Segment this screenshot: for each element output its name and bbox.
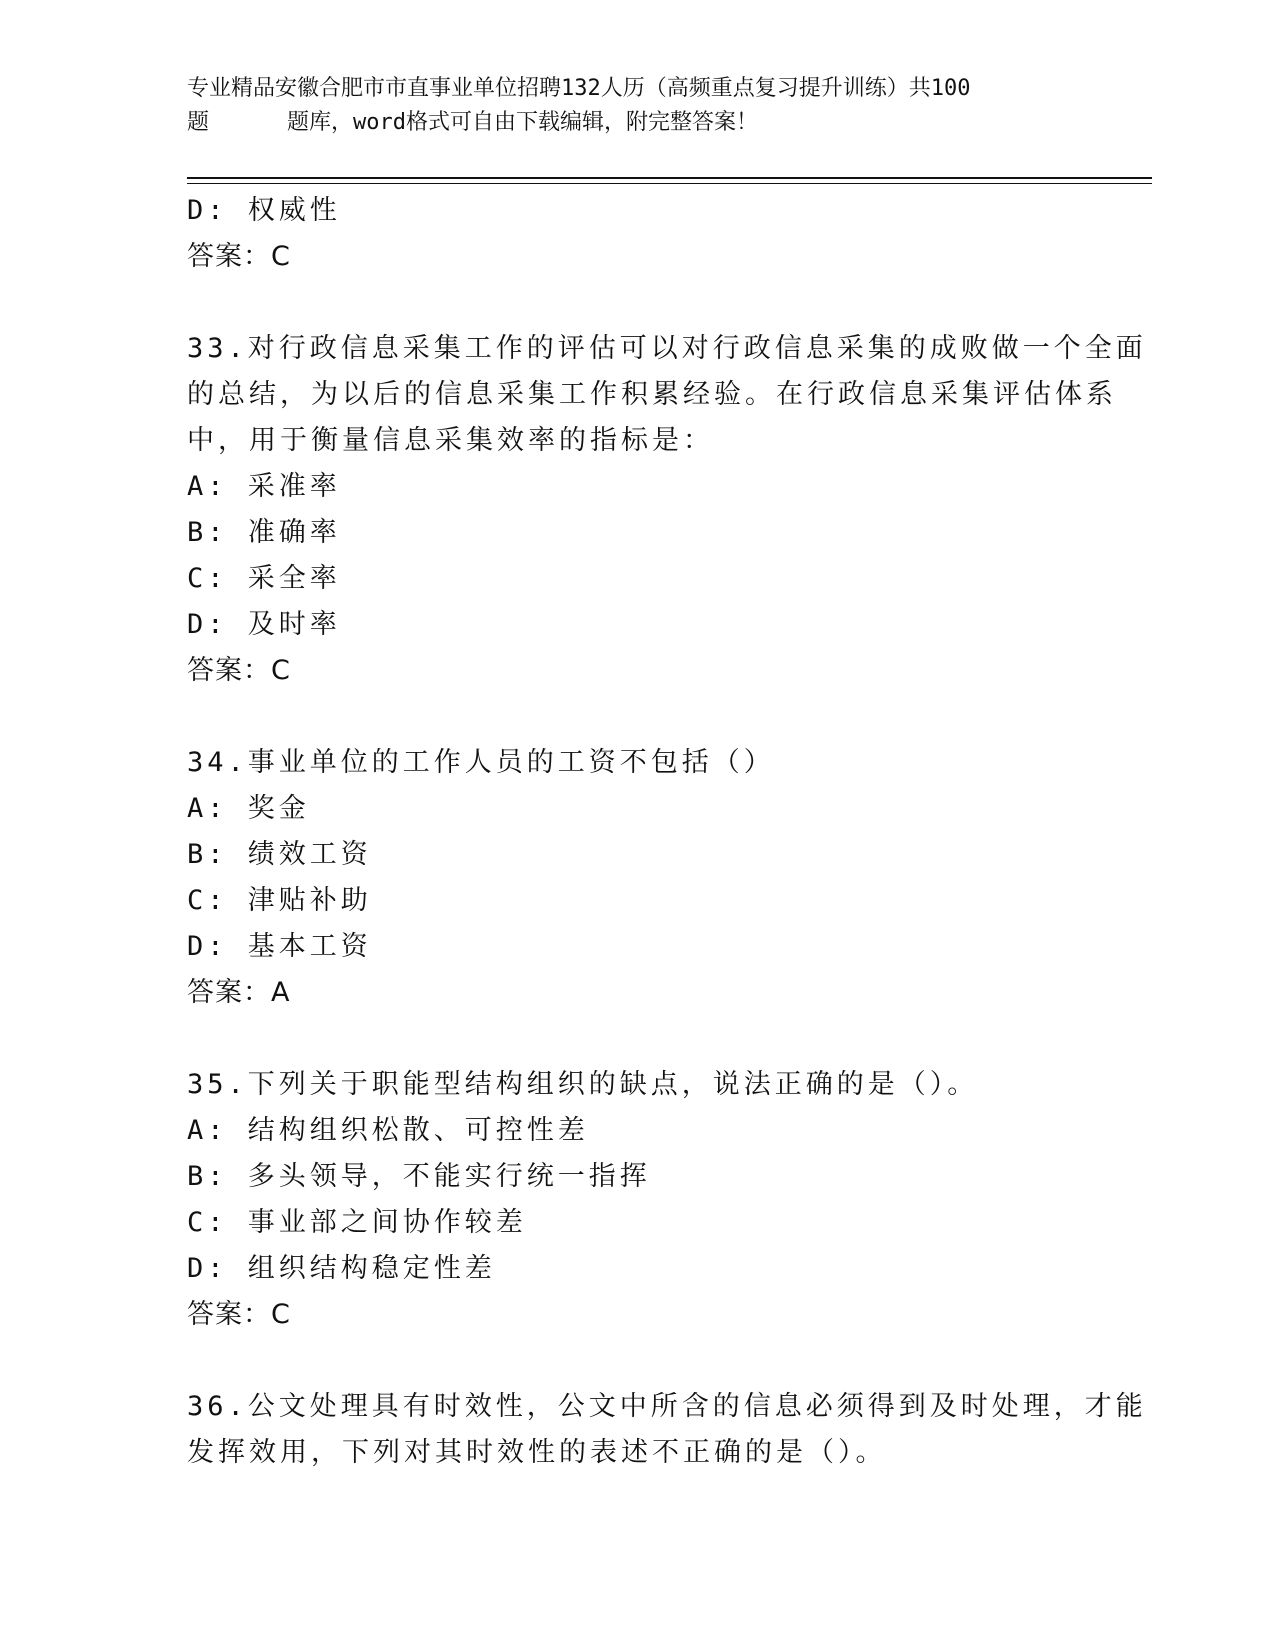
answer: 答案：C: [187, 1299, 291, 1330]
option-d: D: 及时率: [187, 609, 341, 640]
option-c: C: 事业部之间协作较差: [187, 1207, 527, 1238]
header-title-line-1: 专业精品安徽合肥市市直事业单位招聘132人历（高频重点复习提升训练）共100: [187, 76, 971, 101]
answer: 答案：C: [187, 655, 291, 686]
header-title-line-2: [187, 106, 1087, 140]
question-35: [187, 1062, 1087, 1338]
question-stem: 的总结，为以后的信息采集工作积累经验。在行政信息采集评估体系: [187, 379, 1117, 410]
spacer: [187, 280, 1087, 326]
header-title-line-2-rest: 题库，word格式可自由下载编辑，附完整答案！: [287, 110, 758, 135]
question-stem: 36.公文处理具有时效性，公文中所含的信息必须得到及时处理，才能: [187, 1391, 1147, 1422]
question-36: [187, 1384, 1147, 1476]
option-d: D: 组织结构稳定性差: [187, 1253, 496, 1284]
question-stem: 33.对行政信息采集工作的评估可以对行政信息采集的成败做一个全面: [187, 333, 1147, 364]
spacer: [187, 694, 1087, 740]
option-b: B: 多头领导，不能实行统一指挥: [187, 1161, 651, 1192]
question-33: [187, 326, 1147, 694]
question-stem: 34.事业单位的工作人员的工资不包括（）: [187, 747, 775, 778]
question-content: [187, 188, 1147, 1476]
question-stem: 中，用于衡量信息采集效率的指标是：: [187, 425, 714, 456]
option-c: C: 津贴补助: [187, 885, 372, 916]
option-a: A: 采准率: [187, 471, 341, 502]
header-divider-thick: [187, 177, 1152, 179]
option-b: B: 绩效工资: [187, 839, 372, 870]
option-b: B: 准确率: [187, 517, 341, 548]
option-a: A: 结构组织松散、可控性差: [187, 1115, 589, 1146]
answer: 答案：C: [187, 241, 291, 272]
question-34: [187, 740, 1087, 1016]
header-title-line-2-lead: 题: [187, 110, 210, 135]
page-header: [187, 72, 1087, 140]
header-divider-thin: [187, 183, 1152, 184]
spacer: [187, 1016, 1087, 1062]
option-c: C: 采全率: [187, 563, 341, 594]
option-d: D: 基本工资: [187, 931, 372, 962]
question-stem: 35.下列关于职能型结构组织的缺点，说法正确的是（）。: [187, 1069, 979, 1100]
question-stem: 发挥效用，下列对其时效性的表述不正确的是（）。: [187, 1437, 887, 1468]
spacer: [187, 1338, 1087, 1384]
option-d: D: 权威性: [187, 195, 341, 226]
answer: 答案：A: [187, 977, 291, 1008]
option-a: A: 奖金: [187, 793, 310, 824]
question-32-tail: [187, 188, 1087, 280]
